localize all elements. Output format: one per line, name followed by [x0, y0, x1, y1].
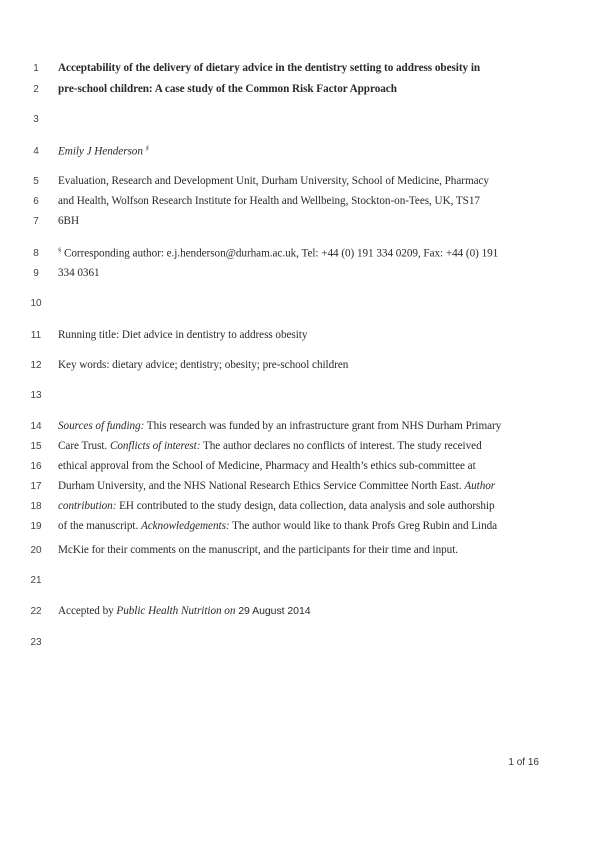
author-contribution-label: contribution:: [58, 500, 117, 512]
accepted-line: [58, 605, 311, 617]
line-number: 12: [30, 360, 42, 371]
line-number: 22: [30, 606, 42, 617]
accepted-prefix: Accepted by: [58, 605, 117, 617]
affiliation-line-1: Evaluation, Research and Development Unit, Durham University, School of Medicine, Pharmacy: [58, 175, 489, 187]
line-number: 10: [30, 298, 42, 309]
line-number: 3: [33, 114, 39, 125]
funding-text: of the manuscript.: [58, 520, 141, 532]
author-line: [58, 145, 149, 158]
funding-line-5: [58, 500, 495, 512]
running-title: Running title: Diet advice in dentistry to address obesity: [58, 329, 308, 341]
funding-text: This research was funded by an infrastructure grant from NHS Durham Primary: [144, 420, 502, 432]
affiliation-line-2: and Health, Wolfson Research Institute for Health and Wellbeing, Stockton-on-Tees, UK, TS17: [58, 195, 480, 207]
line-number: 1: [33, 63, 39, 74]
line-number: 15: [30, 441, 42, 452]
author-mark: §: [145, 145, 149, 152]
funding-label: Sources of funding:: [58, 420, 145, 432]
page-number: 1 of 16: [508, 757, 539, 768]
line-number: 9: [33, 268, 39, 279]
line-number: 14: [30, 421, 42, 432]
funding-text: Care Trust.: [58, 440, 110, 452]
accepted-date: 29 August 2014: [235, 605, 311, 617]
corresponding-text: Corresponding author: e.j.henderson@durham.ac.uk, Tel: +44 (0) 191 334 0209, Fax: +44 (0) 191: [61, 247, 499, 260]
corresponding-mark: §: [58, 247, 62, 254]
line-number: 21: [30, 575, 42, 586]
line-number: 18: [30, 501, 42, 512]
line-number: 2: [33, 84, 39, 95]
line-number: 11: [30, 330, 42, 341]
funding-text: EH contributed to the study design, data collection, data analysis and sole authorship: [116, 500, 495, 512]
funding-text: The author declares no conflicts of interest. The study received: [200, 440, 482, 452]
line-number: 16: [30, 461, 42, 472]
funding-line-6: [58, 520, 497, 532]
paper-title-line-1: Acceptability of the delivery of dietary advice in the dentistry setting to address obesity in: [58, 62, 481, 74]
funding-line-3: ethical approval from the School of Medicine, Pharmacy and Health’s ethics sub-committee at: [58, 460, 476, 472]
line-number: 13: [30, 390, 42, 401]
journal-name: Public Health Nutrition on: [116, 605, 236, 617]
funding-line-4: [58, 480, 495, 492]
line-number: 7: [33, 216, 39, 227]
line-number: 19: [30, 521, 42, 532]
line-number: 4: [33, 146, 39, 157]
line-number: 20: [30, 545, 42, 556]
corresponding-line-1: [58, 247, 498, 260]
funding-line-1: [58, 420, 501, 432]
author-name: Emily J Henderson: [58, 145, 143, 158]
funding-text: The author would like to thank Profs Greg Rubin and Linda: [229, 520, 498, 532]
line-number: 23: [30, 637, 42, 648]
acknowledgements-label: Acknowledgements:: [140, 520, 230, 532]
corresponding-line-2: 334 0361: [58, 267, 100, 279]
conflicts-label: Conflicts of interest:: [109, 440, 201, 452]
line-number: 6: [33, 196, 39, 207]
funding-text: Durham University, and the NHS National Research Ethics Service Committee North East.: [58, 480, 465, 492]
key-words: Key words: dietary advice; dentistry; obesity; pre-school children: [58, 359, 349, 371]
line-number: 17: [30, 481, 42, 492]
author-contribution-label: Author: [464, 480, 496, 492]
funding-line-2: [58, 440, 482, 452]
affiliation-line-3: 6BH: [58, 215, 79, 227]
funding-line-7: McKie for their comments on the manuscript, and the participants for their time and input.: [58, 544, 459, 556]
line-number: 5: [33, 176, 39, 187]
paper-title-line-2: pre-school children: A case study of the Common Risk Factor Approach: [58, 83, 397, 95]
line-number: 8: [33, 248, 39, 259]
